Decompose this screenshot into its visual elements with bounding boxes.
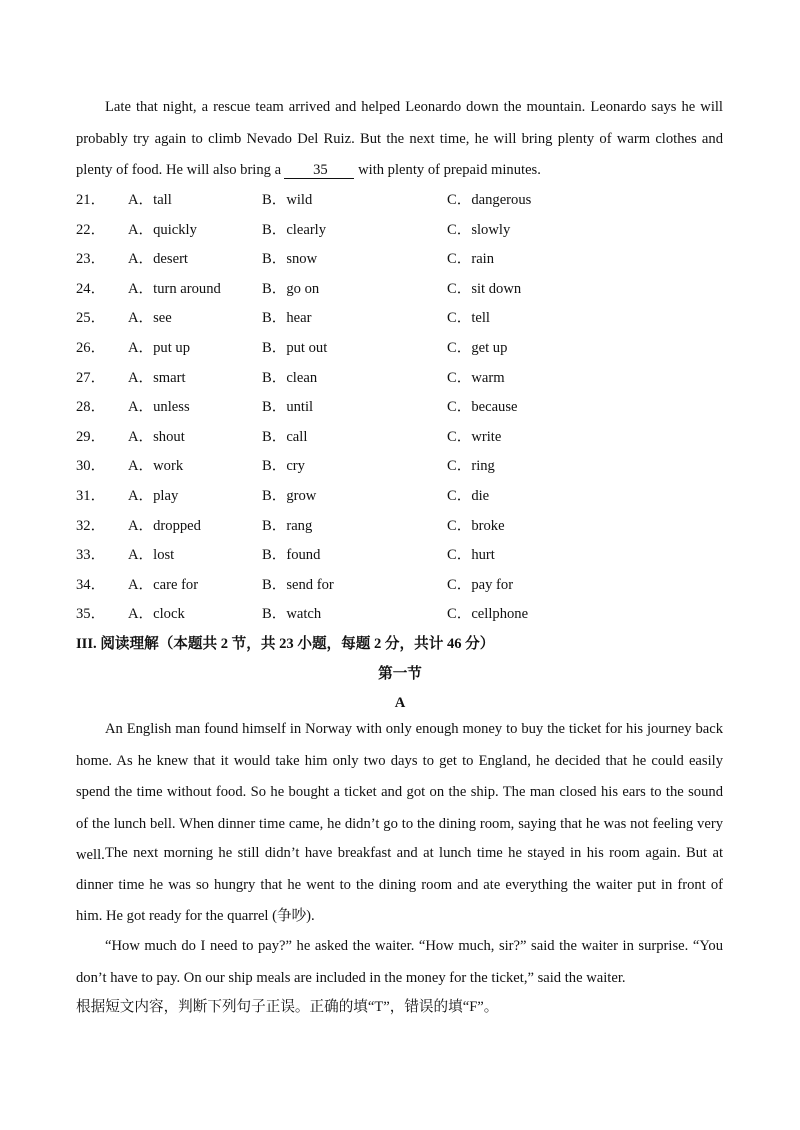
option-b: B．until <box>262 399 314 416</box>
option-c: C．because <box>447 399 518 416</box>
question-row <box>76 249 726 269</box>
passage-closing-paragraph <box>76 92 723 187</box>
option-c: C．broke <box>447 517 505 534</box>
option-a: A．care for <box>128 576 199 593</box>
option-b: B．send for <box>262 576 334 593</box>
reading-a-paragraph-2: The next morning he still didn’t have breakfast and at lunch time he stayed in his room again. But at dinner time he was so hungry that he went to the dining room and ate everything the waiter put in front of him. He got ready for the quarrel (争吵). <box>76 845 723 924</box>
question-row <box>76 575 726 595</box>
option-a: A．tall <box>128 192 172 208</box>
question-row <box>76 516 726 536</box>
option-a: A．play <box>128 488 179 504</box>
section-heading: III. 阅读理解（本题共 2 节，共 23 小题，每题 2 分，共计 46 分） <box>76 636 495 652</box>
question-number: 29． <box>76 428 106 445</box>
option-b: B．clearly <box>262 221 327 238</box>
question-row <box>76 427 726 447</box>
option-c: C．warm <box>447 369 505 386</box>
option-c: C．cellphone <box>447 606 529 623</box>
question-number: 22． <box>76 221 106 238</box>
question-number: 30． <box>76 458 106 475</box>
option-c: C．hurt <box>447 547 495 564</box>
option-a: A．lost <box>128 547 175 564</box>
question-number: 25． <box>76 310 106 327</box>
option-b: B．cry <box>262 458 305 475</box>
option-a: A．shout <box>128 428 185 445</box>
option-b: B．put out <box>262 340 328 356</box>
option-a: A．clock <box>128 606 185 623</box>
question-row <box>76 368 726 388</box>
question-row <box>76 604 726 624</box>
question-number: 35． <box>76 606 106 623</box>
option-b: B．rang <box>262 517 313 534</box>
question-number: 23． <box>76 251 106 268</box>
option-b: B．clean <box>262 369 318 386</box>
question-number: 34． <box>76 576 106 593</box>
option-c: C．write <box>447 428 502 445</box>
option-c: C．rain <box>447 251 495 268</box>
option-c: C．ring <box>447 458 495 475</box>
option-c: C．slowly <box>447 221 511 238</box>
option-a: A．put up <box>128 340 191 356</box>
option-a: A．quickly <box>128 221 197 238</box>
option-c: C．get up <box>447 340 508 356</box>
question-row <box>76 220 726 240</box>
question-number: 28． <box>76 399 106 416</box>
question-row <box>76 338 726 358</box>
option-b: B．watch <box>262 606 322 623</box>
option-b: B．go on <box>262 280 320 297</box>
option-b: B．call <box>262 428 308 445</box>
question-number: 33． <box>76 547 106 564</box>
option-b: B．hear <box>262 310 312 327</box>
question-number: 31． <box>76 488 106 504</box>
true-false-instruction: 根据短文内容，判断下列句子正误。正确的填“T”，错误的填“F”。 <box>76 999 499 1015</box>
option-a: A．see <box>128 310 172 327</box>
question-row <box>76 279 726 299</box>
option-b: B．grow <box>262 488 317 504</box>
passage-closing-text: Late that night, a rescue team arrived and helped Leonardo down the mountain. Leonardo says he will probably try again to climb Nevado Del Ruiz. But the next time, he will bring plenty of warm clothes and plenty of food. He will also bring a <box>76 99 723 178</box>
option-c: C．pay for <box>447 576 514 593</box>
reading-a-paragraph-1: An English man found himself in Norway with only enough money to buy the ticket for his journey back home. As he knew that it would take him only two days to get to England, he decided that he could easily spend the time without food. So he bought a ticket and got on the ship. The man closed his ears to the sound of the lunch bell. When dinner time came, he didn’t go to the dining room, saying that he was not feeling very well. <box>76 721 723 863</box>
question-row <box>76 308 726 328</box>
question-row <box>76 486 726 506</box>
part-title: 第一节 <box>378 666 422 682</box>
question-row <box>76 545 726 565</box>
question-number: 24． <box>76 280 106 297</box>
question-number: 26． <box>76 340 106 356</box>
question-row <box>76 456 726 476</box>
passage-closing-tail: with plenty of prepaid minutes. <box>358 162 541 178</box>
option-c: C．tell <box>447 310 490 327</box>
option-a: A．work <box>128 458 184 475</box>
option-a: A．desert <box>128 251 188 268</box>
question-number: 27． <box>76 369 106 386</box>
option-c: C．die <box>447 488 490 504</box>
option-b: B．snow <box>262 251 318 268</box>
option-a: A．smart <box>128 369 186 386</box>
reading-a-paragraph-3: “How much do I need to pay?” he asked the waiter. “How much, sir?” said the waiter in surprise. “You don’t have to pay. On our ship meals are included in the money for the ticket,” said the waiter. <box>76 938 723 986</box>
option-a: A．unless <box>128 399 190 416</box>
answer-blank-35: 35 <box>284 163 354 179</box>
option-b: B．wild <box>262 192 313 208</box>
question-row <box>76 190 726 210</box>
option-c: C．dangerous <box>447 192 532 208</box>
option-a: A．dropped <box>128 517 201 534</box>
question-number: 32． <box>76 517 106 534</box>
question-number: 21． <box>76 192 106 208</box>
option-c: C．sit down <box>447 280 522 297</box>
option-a: A．turn around <box>128 280 221 297</box>
question-row <box>76 397 726 417</box>
option-b: B．found <box>262 547 321 564</box>
passage-label: A <box>394 695 406 711</box>
